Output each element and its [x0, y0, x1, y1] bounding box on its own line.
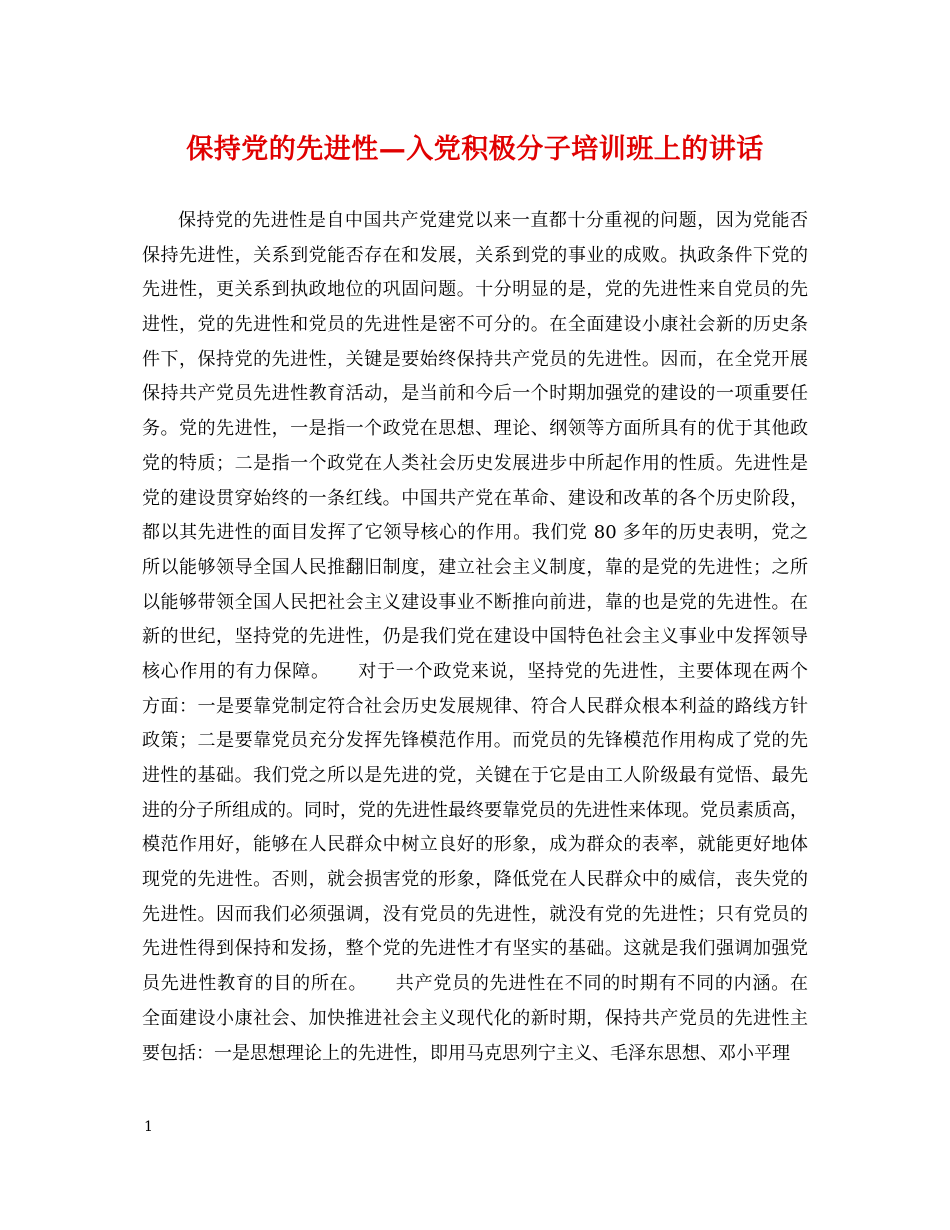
body-line: 先进性，更关系到执政地位的巩固问题。十分明显的是，党的先进性来自党员的先 [142, 279, 808, 301]
body-line: 保持先进性，关系到党能否存在和发展，关系到党的事业的成败。执政条件下党的 [142, 244, 808, 266]
body-line: 保持共产党员先进性教育活动，是当前和今后一个时期加强党的建设的一项重要任 [142, 383, 808, 405]
body-line: 模范作用好，能够在人民群众中树立良好的形象，成为群众的表率，就能更好地体 [142, 834, 808, 856]
body-line: 所以能够领导全国人民推翻旧制度，建立社会主义制度，靠的是党的先进性；之所 [142, 556, 808, 578]
body-line: 都以其先进性的面目发挥了它领导核心的作用。我们党 80 多年的历史表明，党之 [142, 522, 808, 544]
body-line: 先进性。因而我们必须强调，没有党员的先进性，就没有党的先进性；只有党员的 [142, 903, 808, 925]
body-line: 件下，保持党的先进性，关键是要始终保持共产党员的先进性。因而，在全党开展 [142, 348, 808, 370]
body-line: 要包括：一是思想理论上的先进性，即用马克思列宁主义、毛泽东思想、邓小平理 [142, 1042, 790, 1064]
document-body [142, 204, 808, 1071]
body-line: 先进性得到保持和发扬，整个党的先进性才有坚实的基础。这就是我们强调加强党 [142, 938, 808, 960]
body-line: 党的建设贯穿始终的一条红线。中国共产党在革命、建设和改革的各个历史阶段， [142, 487, 808, 509]
body-line: 核心作用的有力保障。 对于一个政党来说，坚持党的先进性，主要体现在两个 [142, 660, 808, 682]
body-line: 方面：一是要靠党制定符合社会历史发展规律、符合人民群众根本利益的路线方针 [142, 695, 808, 717]
body-line: 保持党的先进性是自中国共产党建党以来一直都十分重视的问题，因为党能否 [178, 210, 808, 231]
body-line: 党的特质；二是指一个政党在人类社会历史发展进步中所起作用的性质。先进性是 [142, 452, 808, 474]
page-number: 1 [144, 1119, 153, 1135]
body-line: 政策；二是要靠党员充分发挥先锋模范作用。而党员的先锋模范作用构成了党的先 [142, 730, 808, 752]
body-line: 员先进性教育的目的所在。 共产党员的先进性在不同的时期有不同的内涵。在 [142, 973, 808, 995]
body-line: 现党的先进性。否则，就会损害党的形象，降低党在人民群众中的威信，丧失党的 [142, 869, 808, 891]
body-line: 全面建设小康社会、加快推进社会主义现代化的新时期，保持共产党员的先进性主 [142, 1007, 808, 1029]
body-line: 进性，党的先进性和党员的先进性是密不可分的。在全面建设小康社会新的历史条 [142, 314, 808, 336]
document-title: 保持党的先进性—入党积极分子培训班上的讲话 [186, 134, 764, 165]
body-line: 新的世纪，坚持党的先进性，仍是我们党在建设中国特色社会主义事业中发挥领导 [142, 626, 808, 648]
body-line: 务。党的先进性，一是指一个政党在思想、理论、纲领等方面所具有的优于其他政 [142, 418, 808, 440]
body-line: 以能够带领全国人民把社会主义建设事业不断推向前进，靠的也是党的先进性。在 [142, 591, 808, 613]
body-line: 进性的基础。我们党之所以是先进的党，关键在于它是由工人阶级最有觉悟、最先 [142, 765, 808, 786]
body-line: 进的分子所组成的。同时，党的先进性最终要靠党员的先进性来体现。党员素质高， [142, 799, 808, 821]
